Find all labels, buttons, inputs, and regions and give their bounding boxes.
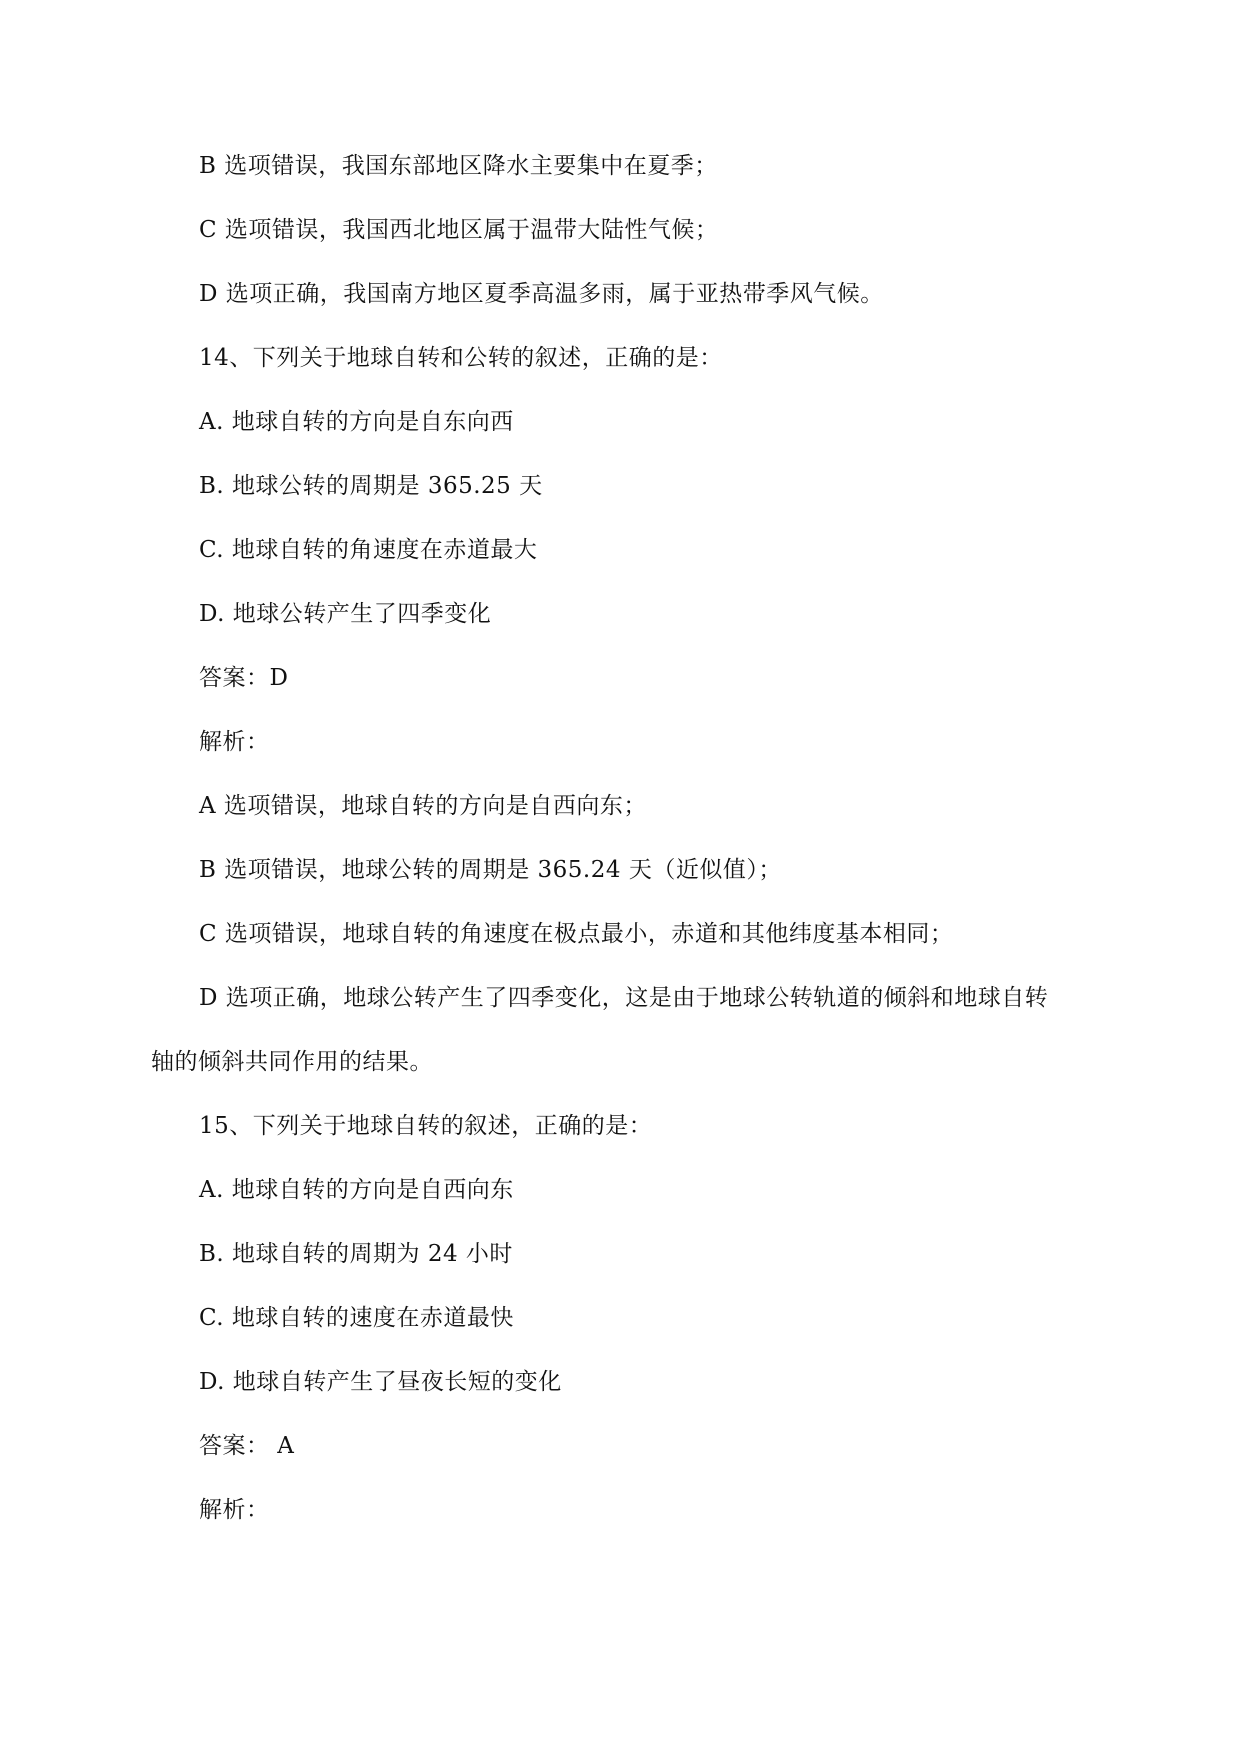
q14-analysis-d-continued: 轴的倾斜共同作用的结果。 <box>151 1049 433 1075</box>
prev-analysis-b: B 选项错误，我国东部地区降水主要集中在夏季； <box>199 153 718 179</box>
question-15: 15、下列关于地球自转的叙述，正确的是： <box>199 1113 653 1139</box>
q14-analysis-b: B 选项错误，地球公转的周期是 365.24 天（近似值）； <box>199 857 782 883</box>
q15-option-b: B. 地球自转的周期为 24 小时 <box>199 1241 513 1267</box>
q14-option-d: D. 地球公转产生了四季变化 <box>199 601 492 627</box>
question-14: 14、下列关于地球自转和公转的叙述，正确的是： <box>199 345 723 371</box>
prev-analysis-c: C 选项错误，我国西北地区属于温带大陆性气候； <box>199 217 719 243</box>
q14-analysis-a: A 选项错误，地球自转的方向是自西向东； <box>199 793 647 819</box>
q15-answer: 答案： A <box>199 1433 295 1459</box>
q14-option-a: A. 地球自转的方向是自东向西 <box>199 409 514 435</box>
q14-option-b: B. 地球公转的周期是 365.25 天 <box>199 473 543 499</box>
q15-option-c: C. 地球自转的速度在赤道最快 <box>199 1305 514 1331</box>
q15-analysis-label: 解析： <box>199 1497 270 1523</box>
q14-option-c: C. 地球自转的角速度在赤道最大 <box>199 537 538 563</box>
q14-analysis-label: 解析： <box>199 729 270 755</box>
q14-analysis-c: C 选项错误，地球自转的角速度在极点最小，赤道和其他纬度基本相同； <box>199 921 954 947</box>
q14-analysis-d: D 选项正确，地球公转产生了四季变化，这是由于地球公转轨道的倾斜和地球自转 <box>199 985 1049 1011</box>
q15-option-a: A. 地球自转的方向是自西向东 <box>199 1177 514 1203</box>
q15-option-d: D. 地球自转产生了昼夜长短的变化 <box>199 1369 562 1395</box>
prev-analysis-d: D 选项正确，我国南方地区夏季高温多雨，属于亚热带季风气候。 <box>199 281 884 307</box>
q14-answer: 答案：D <box>199 665 289 691</box>
